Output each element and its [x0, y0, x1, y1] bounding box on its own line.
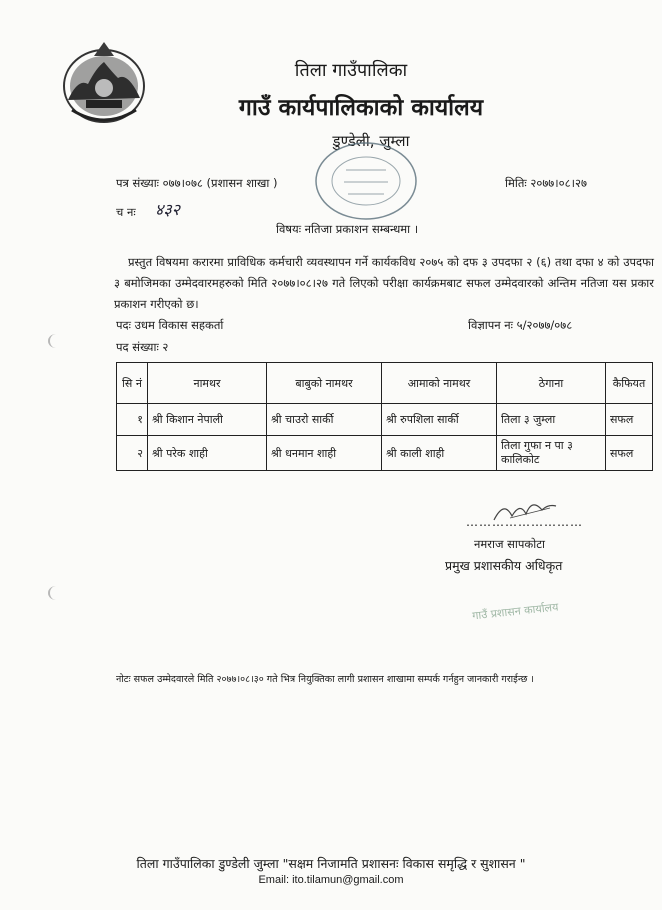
col-header-mother: आमाको नामथर	[382, 363, 497, 404]
results-table	[116, 362, 653, 471]
table-header-row	[117, 363, 653, 404]
col-header-sn: सि नं	[117, 363, 148, 404]
post-name: पदः उधम विकास सहकर्ता	[116, 318, 224, 332]
col-header-address: ठेगाना	[497, 363, 606, 404]
letter-number: पत्र संख्याः ०७७।०७८ (प्रशासन शाखा )	[116, 176, 278, 190]
footer-email: Email: ito.tilamun@gmail.com	[258, 874, 404, 886]
cell-sn: १	[117, 404, 148, 436]
cell-name: श्री किशान नेपाली	[148, 404, 267, 436]
cell-mother: श्री रुपशिला सार्की	[382, 404, 497, 436]
punch-hole-top	[48, 334, 64, 348]
cell-remarks: सफल	[606, 404, 653, 436]
advertisement-number: विज्ञापन नः ५/२०७७/०७८	[468, 318, 573, 332]
cell-sn: २	[117, 436, 148, 471]
cell-mother: श्री काली शाही	[382, 436, 497, 471]
signatory-name: नमराज सापकोटा	[474, 537, 545, 551]
post-count: पद संख्याः २	[116, 340, 169, 354]
col-header-name: नामथर	[148, 363, 267, 404]
cell-father: श्री धनमान शाही	[267, 436, 382, 471]
col-header-father: बाबुको नामथर	[267, 363, 382, 404]
cell-remarks: सफल	[606, 436, 653, 471]
signatory-title: प्रमुख प्रशासकीय अधिकृत	[445, 558, 563, 573]
table-row	[117, 436, 653, 471]
letter-subject: विषयः नतिजा प्रकाशन सम्बन्धमा ।	[276, 222, 419, 236]
punch-hole-bottom	[48, 586, 64, 600]
note-text: नोटः सफल उम्मेदवारले मिति २०७७।०८।३० गते भित्र नियुक्तिका लागी प्रशासन शाखामा सम्पर्क गर्नहुन जानकारी गराईन्छ ।	[116, 674, 535, 685]
body-paragraph: प्रस्तुत विषयमा करारमा प्राविधिक कर्मचारी व्यवस्थापन गर्ने कार्यकविध २०७५ को दफ ३ उपदफा २ (६) तथा दफा ४ को उपदफा ३ बमोजिमका उम्मेदवारमहरुको मिति २०७७।०८।२७ गते लिएको परीक्षा कार्यक्रमबाट सफल उम्मेदवारको अन्तिम नतिजा यस प्रकार प्रकाशन गरीएको छ।	[114, 255, 654, 311]
org-name: तिला गाउँपालिका	[294, 60, 408, 81]
cell-address: तिला गुफा न पा ३ कालिकोट	[497, 436, 606, 471]
dispatch-number-handwritten: ४३२	[155, 200, 180, 219]
letter-date: मितिः २०७७।०८।२७	[505, 176, 587, 190]
office-title: गाउँ कार्यपालिकाको कार्यालय	[238, 95, 484, 121]
dispatch-number-label: च नः	[116, 205, 136, 219]
col-header-remarks: कैफियत	[606, 363, 653, 404]
table-row	[117, 404, 653, 436]
signature-line: ………………………	[466, 515, 583, 529]
cell-address: तिला ३ जुम्ला	[497, 404, 606, 436]
cell-name: श्री परेक शाही	[148, 436, 267, 471]
footer-motto: तिला गाउँपालिका डुण्डेली जुम्ला "सक्षम निजामति प्रशासनः विकास समृद्धि र सुशासन "	[136, 856, 526, 871]
office-location: डुण्डेली, जुम्ला	[332, 132, 410, 150]
office-round-stamp	[312, 140, 420, 222]
cell-father: श्री चाउरो सार्की	[267, 404, 382, 436]
faint-office-stamp: गाउँ प्रशासन कार्यालय	[471, 600, 560, 623]
